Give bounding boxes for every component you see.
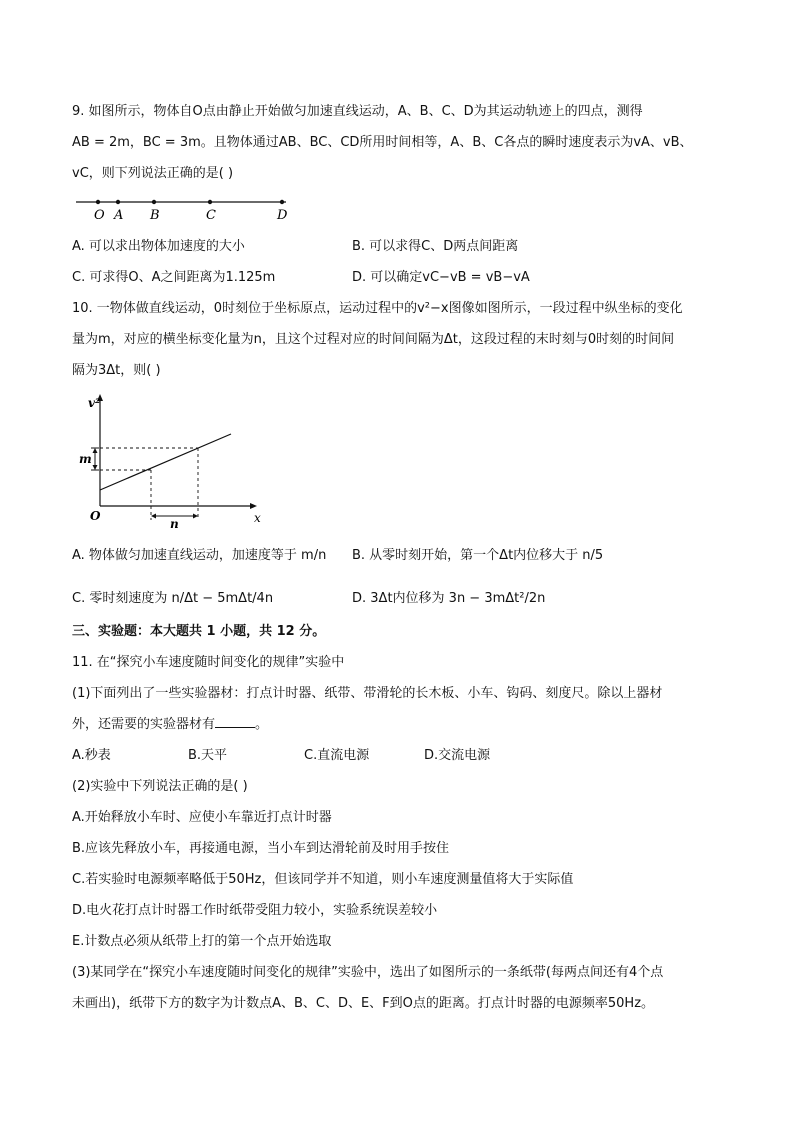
q11-part2-option-e: E.计数点必须从纸带上打的第一个点开始选取	[72, 934, 332, 949]
q10-option-b: B. 从零时刻开始，第一个Δt内位移大于 n/5	[352, 548, 604, 563]
y-axis-label: v²	[88, 396, 101, 410]
q10-stem-line2: 量为m，对应的横坐标变化量为n，且这个过程对应的时间间隔为Δt，这段过程的末时刻与0时刻的时间间	[72, 332, 675, 347]
q11-part2-option-c: C.若实验时电源频率略低于50Hz，但该同学并不知道，则小车速度测量值将大于实际值	[72, 872, 574, 887]
n-arrow-left	[151, 514, 156, 519]
q9-option-b: B. 可以求得C、D两点间距离	[352, 239, 519, 254]
q10-option-d: D. 3Δt内位移为 3n − 3mΔt²/2n	[352, 591, 546, 606]
q10-stem-line3: 隔为3Δt，则( )	[72, 363, 161, 378]
q11-part2-option-a: A.开始释放小车时、应使小车靠近打点计时器	[72, 810, 332, 825]
point-c-dot	[208, 200, 212, 204]
q10-option-a: A. 物体做匀加速直线运动，加速度等于 m/n	[72, 548, 327, 563]
q11-part2-option-b: B.应该先释放小车，再接通电源，当小车到达滑轮前及时用手按住	[72, 841, 450, 856]
q9-trajectory-figure	[72, 192, 302, 226]
n-arrow-right	[193, 514, 198, 519]
q11-part1-suffix: 。	[255, 717, 269, 732]
m-arrow-up	[93, 448, 98, 453]
q11-stem: 11. 在“探究小车速度随时间变化的规律”实验中	[72, 655, 345, 670]
q9-stem-line2: AB = 2m，BC = 3m。且物体通过AB、BC、CD所用时间相等，A、B、C各点的瞬时速度表示为vA、vB、	[72, 135, 693, 150]
q9-option-c: C. 可求得O、A之间距离为1.125m	[72, 270, 276, 285]
point-d-label: D	[277, 208, 288, 223]
q9-option-d: D. 可以确定vC−vB = vB−vA	[352, 270, 530, 285]
n-label: n	[170, 517, 179, 530]
m-arrow-down	[93, 465, 98, 470]
q11-part3-line1: (3)某同学在“探究小车速度随时间变化的规律”实验中，选出了如图所示的一条纸带(每两点间还有4个点	[72, 965, 664, 980]
q11-part1-prefix: 外，还需要的实验器材有	[72, 717, 216, 732]
q11-part2-stem: (2)实验中下列说法正确的是( )	[72, 779, 248, 794]
q9-stem-line3: vC，则下列说法正确的是( )	[72, 166, 234, 181]
q9-stem-line1: 9. 如图所示，物体自O点由静止开始做匀加速直线运动，A、B、C、D为其运动轨迹上的四点，测得	[72, 104, 643, 119]
point-b-label: B	[150, 208, 160, 223]
q10-v2-x-graph	[76, 392, 276, 530]
q11-part2-option-d: D.电火花打点计时器工作时纸带受阻力较小，实验系统误差较小	[72, 903, 438, 918]
point-a-label: A	[114, 208, 124, 223]
q11-part1-line2	[72, 715, 268, 735]
point-a-dot	[116, 200, 120, 204]
section-three-heading: 三、实验题：本大题共 1 小题，共 12 分。	[72, 624, 326, 639]
point-b-dot	[152, 200, 156, 204]
q11-part3-line2: 未画出)，纸带下方的数字为计数点A、B、C、D、E、F到O点的距离。打点计时器的电源频率50Hz。	[72, 996, 655, 1011]
q11-part1-option-b: B.天平	[188, 748, 228, 763]
q11-part1-option-a: A.秒表	[72, 748, 111, 763]
answer-blank[interactable]	[215, 715, 255, 728]
q11-part1-option-d: D.交流电源	[424, 748, 491, 763]
q10-stem-line1: 10. 一物体做直线运动，0时刻位于坐标原点，运动过程中的v²−x图像如图所示，一段过程中纵坐标的变化	[72, 301, 683, 316]
point-d-dot	[280, 200, 284, 204]
x-axis-arrow	[250, 503, 257, 509]
point-c-label: C	[206, 208, 216, 223]
q10-option-c: C. 零时刻速度为 n/Δt − 5mΔt/4n	[72, 591, 274, 606]
origin-label: O	[90, 509, 101, 523]
point-o-label: O	[94, 208, 105, 223]
q11-part1-line1: (1)下面列出了一些实验器材：打点计时器、纸带、带滑轮的长木板、小车、钩码、刻度尺。除以上器材	[72, 686, 663, 701]
x-axis-label: x	[254, 511, 261, 525]
v2-x-line	[100, 434, 231, 490]
point-o-dot	[96, 200, 100, 204]
m-label: m	[79, 452, 92, 466]
q9-option-a: A. 可以求出物体加速度的大小	[72, 239, 245, 254]
q11-part1-option-c: C.直流电源	[304, 748, 370, 763]
